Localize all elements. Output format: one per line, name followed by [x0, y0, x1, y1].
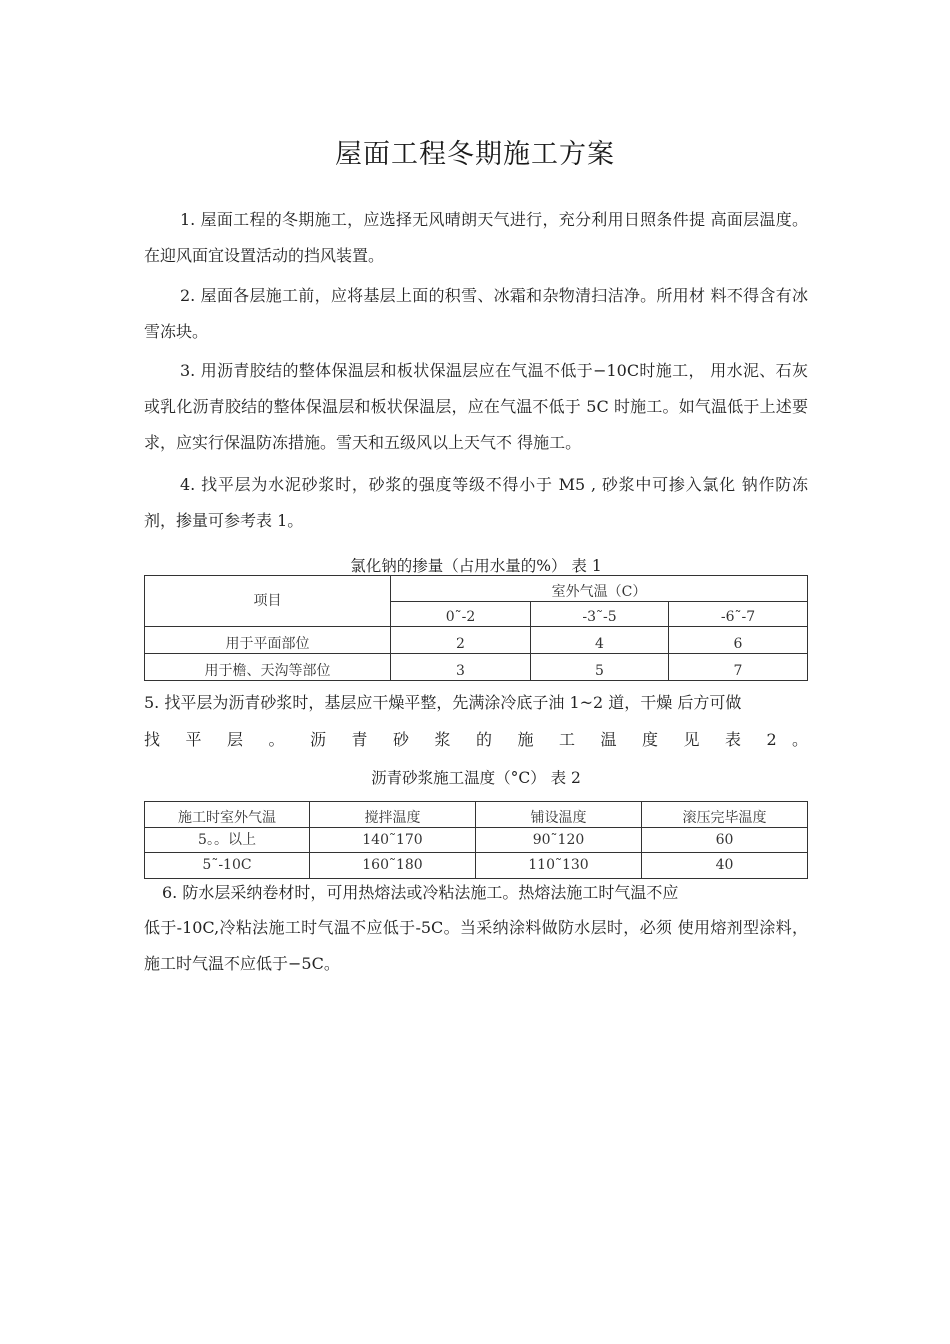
table1-cell: 6: [669, 627, 808, 654]
paragraph-3: 3. 用沥青胶结的整体保温层和板状保温层应在气温不低于−10C时施工， 用水泥、石灰或乳化沥青胶结的整体保温层和板状保温层，应在气温不低于 5C 时施工。如气温低于上述要求，应实行保温防冻措施。雪天和五级风以上天气不 得施工。: [144, 361, 808, 452]
table2-caption: 沥青砂浆施工温度（°C） 表 2: [371, 769, 581, 787]
paragraph-6-line-2: 低于-10C,冷粘法施工时气温不应低于-5C。当采纳涂料做防水层时，必须 使用熔剂型涂料，施工时气温不应低于−5C。: [144, 918, 808, 973]
table1-cell: 2: [391, 627, 531, 654]
table1-col-header: -3˜-5: [531, 602, 669, 627]
table1-row-label: 用于平面部位: [145, 627, 391, 654]
table-row: [145, 627, 808, 654]
table2-cell: 140˜170: [310, 828, 476, 853]
table1-cell: 5: [531, 654, 669, 681]
table-1: [144, 575, 808, 681]
table-2: [144, 801, 808, 879]
paragraph-2: 2. 屋面各层施工前，应将基层上面的积雪、冰霜和杂物清扫洁净。所用材 料不得含有冰雪冻块。: [144, 286, 808, 341]
table1-item-header: 项目: [145, 576, 391, 627]
table2-cell: 160˜180: [310, 853, 476, 879]
table2-cell: 40: [642, 853, 808, 879]
table2-col-header: 搅拌温度: [310, 802, 476, 828]
table2-col-header: 滚压完毕温度: [642, 802, 808, 828]
table2-cell: 5。。以上: [145, 828, 310, 853]
table2-cell: 5˜-10C: [145, 853, 310, 879]
paragraph-5-line-2: 找 平 层 。 沥 青 砂 浆 的 施 工 温 度 见 表 2 。: [144, 730, 808, 749]
table1-group-header: 室外气温（C）: [391, 576, 808, 602]
table1-cell: 3: [391, 654, 531, 681]
table1-col-header: 0˜-2: [391, 602, 531, 627]
paragraph-6-line-1: 6. 防水层采纳卷材时，可用热熔法或冷粘法施工。热熔法施工时气温不应: [162, 883, 679, 902]
table2-cell: 60: [642, 828, 808, 853]
paragraph-1: 1. 屋面工程的冬期施工，应选择无风晴朗天气进行，充分利用日照条件提 高面层温度。在迎风面宜设置活动的挡风装置。: [144, 210, 808, 265]
table2-col-header: 施工时室外气温: [145, 802, 310, 828]
table2-cell: 90˜120: [476, 828, 642, 853]
table-row: [145, 828, 808, 853]
table1-cell: 7: [669, 654, 808, 681]
document-title: 屋面工程冬期施工方案: [335, 139, 615, 170]
table1-caption: 氯化钠的掺量（占用水量的%） 表 1: [350, 557, 602, 575]
paragraph-4: 4. 找平层为水泥砂浆时，砂浆的强度等级不得小于 M5 , 砂浆中可掺入氯化 钠作防冻剂，掺量可参考表 1。: [144, 475, 808, 530]
table1-row-label: 用于檐、天沟等部位: [145, 654, 391, 681]
table1-cell: 4: [531, 627, 669, 654]
paragraph-5-line-1: 5. 找平层为沥青砂浆时，基层应干燥平整，先满涂冷底子油 1~2 道，干燥 后方可做: [144, 693, 742, 712]
table1-col-header: -6˜-7: [669, 602, 808, 627]
table-row: [145, 654, 808, 681]
table2-col-header: 铺设温度: [476, 802, 642, 828]
table2-cell: 110˜130: [476, 853, 642, 879]
